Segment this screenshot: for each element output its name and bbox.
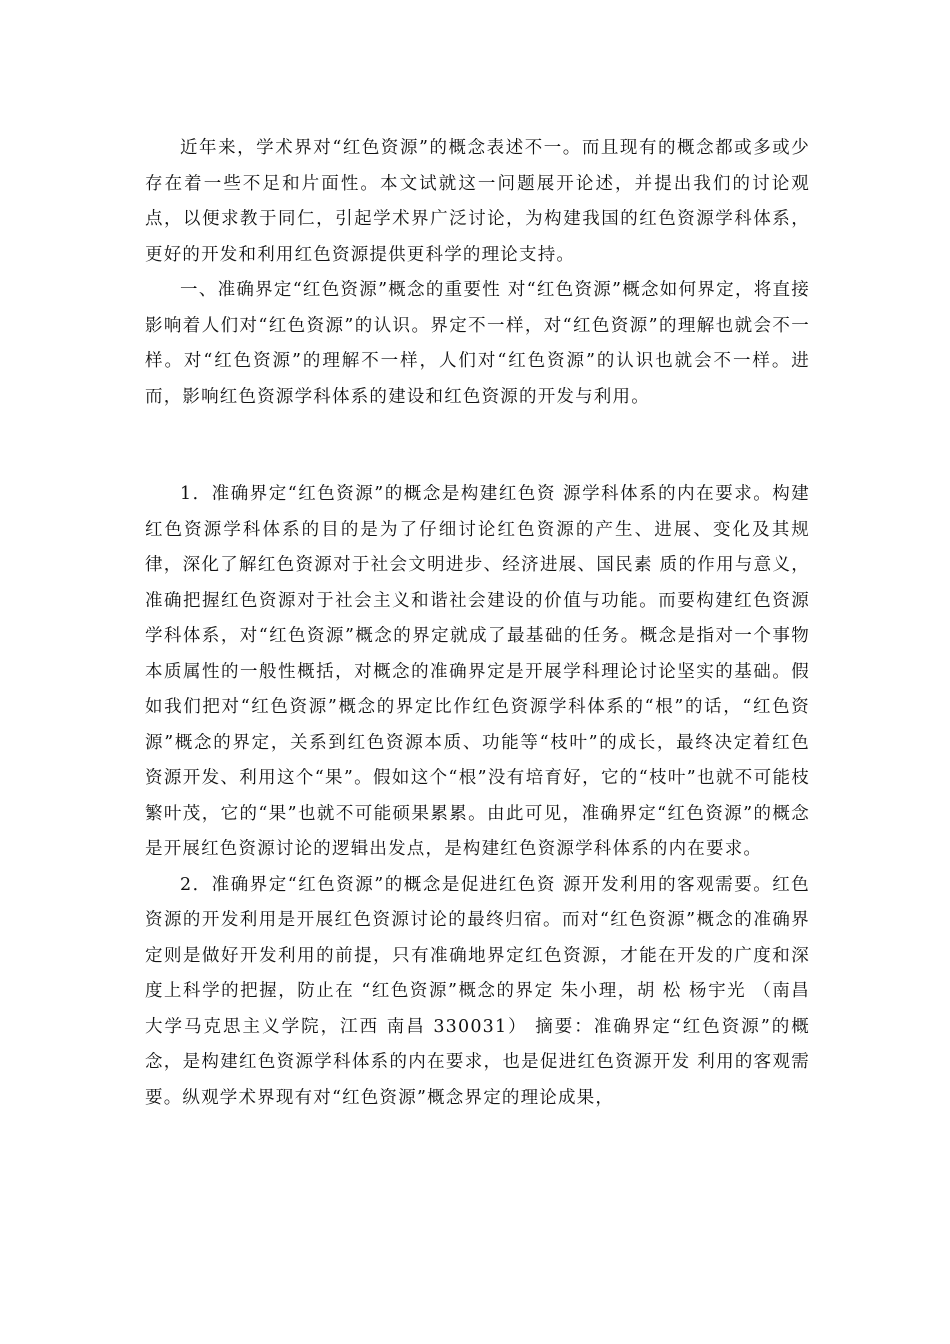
body-section: [145, 477, 810, 1116]
paragraph-point-two: 2．准确界定“红色资源”的概念是促进红色资 源开发利用的客观需要。红色资源的开发利用是开展红色资源讨论的最终归宿。而对“红色资源”概念的准确界定则是做好开发利用的前提，只有准确地界定红色资源，才能在开发的广度和深度上科学的把握，防止在 “红色资源”概念的界定 朱小理，胡 松 杨宇光 （南昌大学马克思主义学院，江西 南昌 330031） 摘要：准确界定“红色资源”的概念，是构建红色资源学科体系的内在要求，也是促进红色资源开发 利用的客观需要。纵观学术界现有对“红色资源”概念界定的理论成果，: [145, 874, 810, 1108]
intro-section: [145, 131, 810, 415]
paragraph-section-one: 一、准确界定“红色资源”概念的重要性 对“红色资源”概念如何界定，将直接影响着人们对“红色资源”的认识。界定不一样，对“红色资源”的理解也就会不一样。对“红色资源”的理解不一样，人们对“红色资源”的认识也就会不一样。进而，影响红色资源学科体系的建设和红色资源的开发与利用。: [145, 280, 810, 407]
paragraph-intro: 近年来，学术界对“红色资源”的概念表述不一。而且现有的概念都或多或少存在着一些不足和片面性。本文试就这一问题展开论述，并提出我们的讨论观点，以便求教于同仁，引起学术界广泛讨论，为构建我国的红色资源学科体系，更好的开发和利用红色资源提供更科学的理论支持。: [145, 138, 810, 265]
paragraph-point-one: 1．准确界定“红色资源”的概念是构建红色资 源学科体系的内在要求。构建红色资源学科体系的目的是为了仔细讨论红色资源的产生、进展、变化及其规律，深化了解红色资源对于社会文明进步、经济进展、国民素 质的作用与意义，准确把握红色资源对于社会主义和谐社会建设的价值与功能。而要构建红色资源学科体系，对“红色资源”概念的界定就成了最基础的任务。概念是指对一个事物本质属性的一般性概括，对概念的准确界定是开展学科理论讨论坚实的基础。假如我们把对“红色资源”概念的界定比作红色资源学科体系的“根”的话，“红色资源”概念的界定，关系到红色资源本质、功能等“枝叶”的成长，最终决定着红色资源开发、利用这个“果”。假如这个“根”没有培育好，它的“枝叶”也就不可能枝繁叶茂，它的“果”也就不可能硕果累累。由此可见，准确界定“红色资源”的概念是开展红色资源讨论的逻辑出发点，是构建红色资源学科体系的内在要求。: [145, 484, 810, 859]
